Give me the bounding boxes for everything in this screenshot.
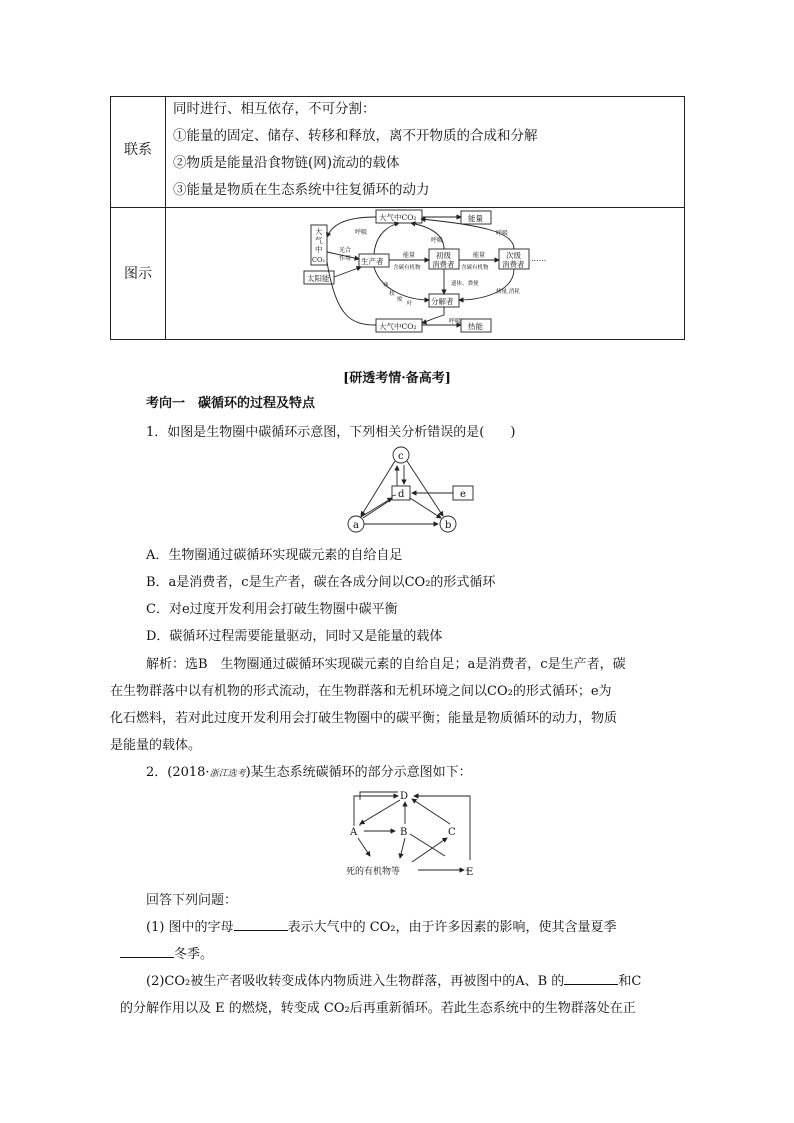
label-photo-1: 光合 — [339, 247, 352, 254]
q2-sub2-text-a: (2)CO₂被生产者吸收转变成体内物质进入生物群落，再被图中的A、B 的 — [146, 974, 565, 989]
q2-label-E: E — [466, 867, 474, 878]
label-sun: 太阳能 — [307, 274, 330, 283]
q1-label-e: e — [460, 489, 466, 500]
q2-sub2-line — [146, 970, 641, 989]
q1-label-c: c — [398, 451, 404, 462]
q1-analysis-line-2: 在生物群落中以有机物的形式流动，在生物群落和无机环境之间以CO₂的形式循环；e为 — [110, 684, 612, 699]
label-energy-1: 能量 — [403, 252, 416, 259]
q1-option-a: A．生物圈通过碳循环实现碳元素的自给自足 — [146, 548, 403, 563]
q1-label-b: b — [445, 520, 452, 531]
q1-option-c: C．对e过度开发利用会打破生物圈中碳平衡 — [146, 602, 398, 617]
label-side-4: CO₂ — [312, 256, 325, 264]
label-primary-2: 消费者 — [432, 260, 455, 269]
q2-blank-1[interactable] — [234, 918, 288, 931]
label-dots: ...... — [531, 254, 547, 263]
relation-line-1: 同时进行、相互依存，不可分割： — [173, 101, 376, 117]
q2-blank-2[interactable] — [120, 945, 174, 958]
q2-sub2-line-2: 的分解作用以及 E 的燃烧，转变成 CO₂后再重新循环。若此生态系统中的生物群落处在正 — [120, 1001, 636, 1016]
q2-sub1-text-a: (1) 图中的字母 — [146, 920, 234, 935]
relation-text — [173, 96, 538, 204]
label-leaves-3: 败 — [397, 297, 403, 303]
label-remains: 遗体、粪便 — [451, 281, 479, 287]
label-heat-release: 热量,消耗 — [496, 289, 520, 295]
relation-line-4: ③能量是物质在生态系统中往复循环的动力 — [173, 182, 430, 198]
q2-label-B: B — [400, 827, 408, 838]
label-organics-1: 含碳有机物 — [393, 265, 421, 271]
label-energy-2: 能量 — [473, 252, 486, 259]
q2-sub2-text-b: 和C — [618, 974, 642, 989]
q1-analysis-line-1: 解析：选B 生物圈通过碳循环实现碳元素的自给自足；a是消费者，c是生产者，碳 — [146, 657, 626, 672]
table-row-relation — [111, 97, 684, 208]
q2-label-dead: 死的有机物等 — [346, 867, 401, 877]
q1-option-d: D．碳循环过程需要能量驱动，同时又是能量的载体 — [146, 629, 443, 644]
q2-sub1-line-2 — [120, 943, 213, 962]
q2-stem-source: 浙江选考 — [209, 769, 246, 779]
label-energy: 能量 — [468, 214, 483, 223]
label-resp-4: 呼吸 — [449, 318, 462, 325]
label-resp-3: 呼吸 — [496, 230, 509, 237]
q2-label-A: A — [350, 827, 358, 838]
q1-label-a: a — [353, 520, 359, 531]
q1-analysis-line-3: 化石燃料，若对此过度开发利用会打破生物圈中的碳平衡；能量是物质循环的动力，物质 — [110, 711, 618, 726]
energy-material-diagram — [301, 207, 561, 337]
relation-line-2: ①能量的固定、储存、转移和释放，离不开物质的合成和分解 — [173, 128, 538, 144]
table-divider — [165, 97, 166, 339]
q1-carbon-cycle-diagram — [340, 445, 480, 537]
label-air-co2-top: 大气中CO₂ — [379, 213, 417, 222]
label-primary-1: 初级 — [436, 251, 451, 260]
section-title: [研透考情·备高考] — [343, 371, 451, 386]
q1-analysis-line-4: 是能量的载体。 — [110, 738, 202, 753]
q2-carbon-cycle-diagram — [340, 786, 480, 880]
label-leaves-1: 残 — [383, 283, 389, 289]
q2-sub1-line — [146, 916, 617, 935]
direction-heading: 考向一 碳循环的过程及特点 — [146, 396, 316, 411]
label-side-3: 中 — [315, 245, 323, 254]
q2-stem-suffix: )某生态系统碳循环的部分示意图如下： — [245, 765, 472, 780]
row-header-diagram: 图示 — [124, 266, 152, 282]
q2-sub1-text-c: 冬季。 — [174, 947, 214, 962]
q2-answer-intro: 回答下列问题： — [146, 893, 238, 908]
q2-blank-3[interactable] — [564, 972, 618, 985]
label-heat: 热能 — [468, 322, 483, 331]
q1-stem: 1．如图是生物圈中碳循环示意图，下列相关分析错误的是( ) — [146, 425, 516, 440]
label-resp-2: 呼吸 — [431, 237, 444, 244]
row-header-relation: 联系 — [124, 142, 152, 158]
label-photo-2: 作用 — [339, 255, 352, 262]
relation-line-3: ②物质是能量沿食物链(网)流动的载体 — [173, 155, 400, 171]
label-resp-1: 呼吸 — [355, 229, 368, 236]
relation-table — [110, 96, 685, 340]
label-decomposer: 分解者 — [431, 297, 454, 306]
q2-stem-prefix: 2．(2018· — [146, 765, 210, 780]
label-secondary-1: 次级 — [506, 251, 521, 260]
q2-stem — [146, 761, 472, 780]
label-air-co2-bottom: 大气中CO₂ — [379, 322, 417, 331]
label-leaves-4: 叶 — [407, 301, 413, 307]
label-leaves-2: 枝 — [389, 291, 395, 297]
q2-label-D: D — [400, 791, 409, 802]
label-side-1: 大 — [315, 227, 323, 236]
q2-label-C: C — [448, 827, 456, 838]
q1-option-b: B．a是消费者，c是生产者，碳在各成分间以CO₂的形式循环 — [146, 575, 496, 590]
table-row-diagram — [111, 207, 684, 340]
label-producer: 生产者 — [361, 257, 384, 266]
q1-label-d: d — [398, 489, 405, 500]
label-secondary-2: 消费者 — [502, 260, 525, 269]
label-organics-2: 含碳有机物 — [461, 265, 489, 271]
label-side-2: 气 — [315, 236, 323, 245]
q2-sub1-text-b: 表示大气中的 CO₂，由于许多因素的影响，使其含量夏季 — [287, 920, 617, 935]
